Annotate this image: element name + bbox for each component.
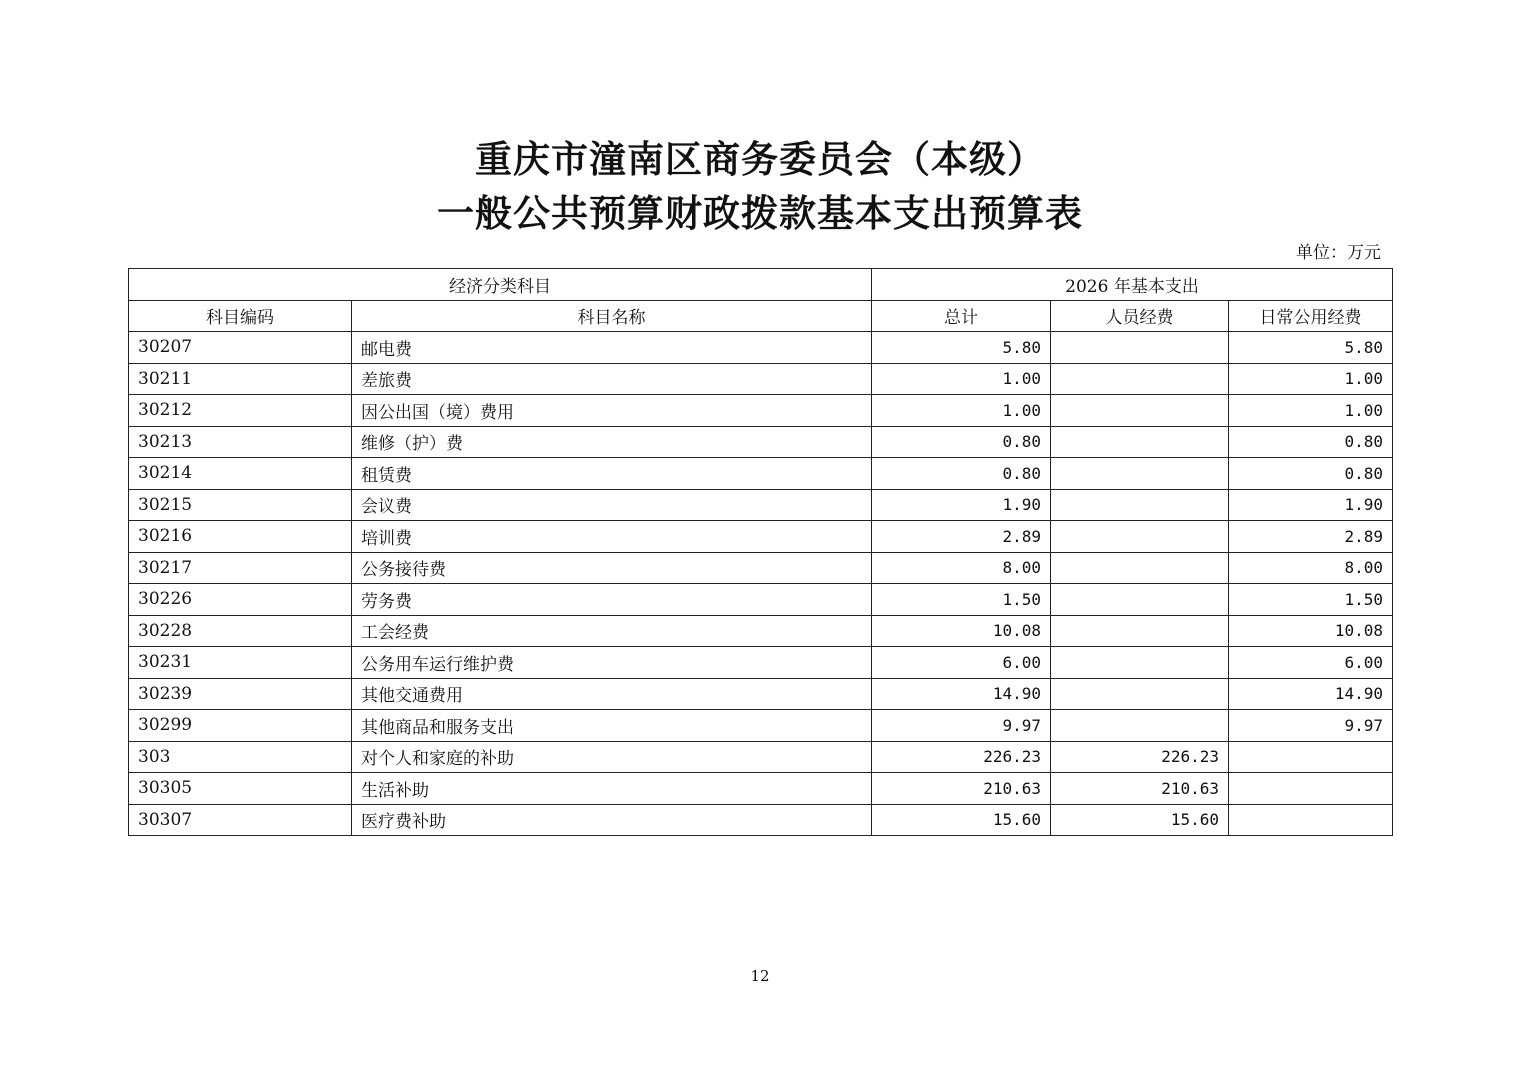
cell-name: 维修（护）费 (352, 426, 872, 458)
cell-total: 210.63 (872, 773, 1051, 805)
cell-code: 30305 (129, 773, 352, 805)
table-row (129, 489, 1393, 521)
cell-total: 2.89 (872, 521, 1051, 553)
cell-code: 30216 (129, 521, 352, 553)
table-row (129, 521, 1393, 553)
cell-name: 公务接待费 (352, 552, 872, 584)
cell-total: 0.80 (872, 458, 1051, 490)
cell-code: 30239 (129, 678, 352, 710)
cell-name: 生活补助 (352, 773, 872, 805)
cell-total: 1.00 (872, 395, 1051, 427)
cell-name: 医疗费补助 (352, 804, 872, 836)
cell-total: 5.80 (872, 332, 1051, 364)
cell-name: 其他交通费用 (352, 678, 872, 710)
cell-code: 30207 (129, 332, 352, 364)
table-row (129, 710, 1393, 742)
cell-name: 会议费 (352, 489, 872, 521)
cell-public: 1.90 (1229, 489, 1393, 521)
cell-personnel (1051, 363, 1229, 395)
cell-public: 9.97 (1229, 710, 1393, 742)
cell-personnel: 15.60 (1051, 804, 1229, 836)
column-header-row (129, 300, 1393, 332)
cell-public: 0.80 (1229, 458, 1393, 490)
column-header-name: 科目名称 (352, 300, 872, 332)
cell-public (1229, 773, 1393, 805)
cell-personnel (1051, 647, 1229, 679)
cell-total: 8.00 (872, 552, 1051, 584)
cell-total: 1.00 (872, 363, 1051, 395)
cell-personnel (1051, 332, 1229, 364)
cell-total: 10.08 (872, 615, 1051, 647)
cell-personnel (1051, 458, 1229, 490)
cell-total: 226.23 (872, 741, 1051, 773)
cell-total: 6.00 (872, 647, 1051, 679)
cell-public: 2.89 (1229, 521, 1393, 553)
table-row (129, 395, 1393, 427)
column-header-public: 日常公用经费 (1229, 300, 1393, 332)
cell-name: 劳务费 (352, 584, 872, 616)
cell-name: 差旅费 (352, 363, 872, 395)
cell-code: 30217 (129, 552, 352, 584)
table-row (129, 363, 1393, 395)
cell-public: 0.80 (1229, 426, 1393, 458)
cell-code: 30212 (129, 395, 352, 427)
cell-personnel (1051, 426, 1229, 458)
document-title-line1: 重庆市潼南区商务委员会（本级） (475, 138, 1045, 181)
cell-name: 工会经费 (352, 615, 872, 647)
cell-personnel (1051, 678, 1229, 710)
cell-total: 14.90 (872, 678, 1051, 710)
cell-personnel (1051, 521, 1229, 553)
cell-code: 30226 (129, 584, 352, 616)
cell-code: 30307 (129, 804, 352, 836)
cell-personnel (1051, 552, 1229, 584)
cell-total: 0.80 (872, 426, 1051, 458)
cell-public: 5.80 (1229, 332, 1393, 364)
column-header-personnel: 人员经费 (1051, 300, 1229, 332)
cell-name: 因公出国（境）费用 (352, 395, 872, 427)
cell-name: 其他商品和服务支出 (352, 710, 872, 742)
cell-name: 租赁费 (352, 458, 872, 490)
table-row (129, 615, 1393, 647)
table-row (129, 678, 1393, 710)
budget-table (128, 268, 1393, 836)
cell-public: 10.08 (1229, 615, 1393, 647)
cell-personnel (1051, 395, 1229, 427)
table-row (129, 647, 1393, 679)
cell-name: 对个人和家庭的补助 (352, 741, 872, 773)
cell-public: 6.00 (1229, 647, 1393, 679)
cell-name: 培训费 (352, 521, 872, 553)
cell-personnel (1051, 584, 1229, 616)
column-header-code: 科目编码 (129, 300, 352, 332)
column-header-total: 总计 (872, 300, 1051, 332)
page-number: 12 (750, 967, 770, 985)
table-row (129, 741, 1393, 773)
cell-total: 15.60 (872, 804, 1051, 836)
cell-total: 1.90 (872, 489, 1051, 521)
table-row (129, 426, 1393, 458)
document-title-line2: 一般公共预算财政拨款基本支出预算表 (437, 192, 1083, 235)
cell-personnel: 210.63 (1051, 773, 1229, 805)
group-header-economic-classification: 经济分类科目 (129, 269, 872, 301)
group-header-row (129, 269, 1393, 301)
cell-name: 公务用车运行维护费 (352, 647, 872, 679)
unit-label: 单位：万元 (1296, 243, 1381, 263)
cell-code: 30299 (129, 710, 352, 742)
cell-total: 9.97 (872, 710, 1051, 742)
cell-total: 1.50 (872, 584, 1051, 616)
table-row (129, 552, 1393, 584)
cell-personnel (1051, 710, 1229, 742)
cell-code: 30214 (129, 458, 352, 490)
cell-code: 30228 (129, 615, 352, 647)
cell-personnel (1051, 489, 1229, 521)
cell-public: 1.00 (1229, 363, 1393, 395)
cell-public: 1.50 (1229, 584, 1393, 616)
cell-public: 14.90 (1229, 678, 1393, 710)
cell-public (1229, 741, 1393, 773)
cell-code: 30211 (129, 363, 352, 395)
table-body (129, 332, 1393, 836)
cell-code: 303 (129, 741, 352, 773)
cell-public: 1.00 (1229, 395, 1393, 427)
table-row (129, 804, 1393, 836)
cell-public: 8.00 (1229, 552, 1393, 584)
table-row (129, 332, 1393, 364)
cell-personnel: 226.23 (1051, 741, 1229, 773)
group-header-basic-expenditure: 2026 年基本支出 (872, 269, 1393, 301)
table-row (129, 584, 1393, 616)
cell-personnel (1051, 615, 1229, 647)
cell-code: 30231 (129, 647, 352, 679)
table-row (129, 458, 1393, 490)
table-row (129, 773, 1393, 805)
cell-name: 邮电费 (352, 332, 872, 364)
cell-code: 30213 (129, 426, 352, 458)
cell-code: 30215 (129, 489, 352, 521)
cell-public (1229, 804, 1393, 836)
